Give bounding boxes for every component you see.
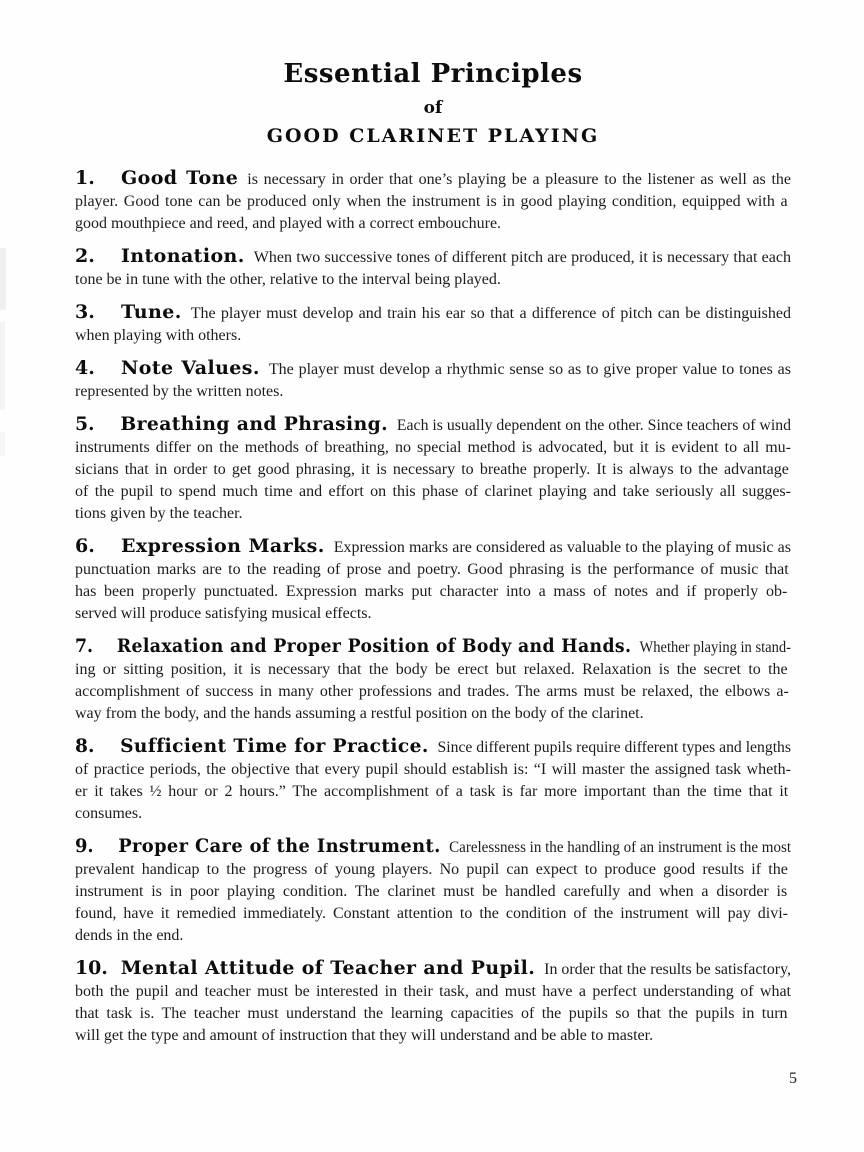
document-content [75,58,791,1057]
principle-item [75,413,791,525]
principle-text-line: represented by the written notes. [75,383,284,400]
principle-number: 6. [75,535,95,557]
principle-lead-text: Since different pupils require different types and lengths [437,739,791,756]
principle-text-line: instruments differ on the methods of breathing, no special method is advocated, but it is evident to all mu- [75,439,791,456]
principles-list [75,167,791,1047]
principle-number: 1. [75,167,95,189]
title-connector: of [423,98,443,118]
principle-first-line [75,245,791,269]
principle-first-line [75,357,791,381]
principle-number: 2. [75,245,95,267]
principle-heading: Intonation. [121,245,245,267]
principle-item [75,301,791,347]
principle-text-line: when playing with others. [75,327,242,344]
principle-first-line [75,535,791,559]
principle-text-line: sicians that in order to get good phrasing, it is necessary to breathe properly. It is always to the advantage [75,461,789,478]
principle-heading: Note Values. [121,357,260,379]
principle-lead-text: When two successive tones of different pitch are produced, it is necessary that each [253,249,791,266]
principle-heading: Sufficient Time for Practice. [120,735,429,757]
principle-first-line [75,413,791,437]
principle-item [75,535,791,625]
principle-heading: Good Tone [121,167,239,189]
principle-item [75,635,791,725]
principle-text-line: consumes. [75,805,143,822]
principle-heading: Proper Care of the Instrument. [118,835,441,857]
principle-text-line: punctuation marks are to the reading of prose and poetry. Good phrasing is the performance of music that [75,561,789,578]
principle-text-line: er it takes ½ hour or 2 hours.” The accomplishment of a task is far more important than the time that it [75,783,789,800]
principle-text-line: instrument is in poor playing condition. The clarinet must be handled carefully and when a disorder is [75,883,788,900]
principle-number: 5. [75,413,95,435]
principle-item [75,167,791,235]
principle-first-line [75,835,791,859]
principle-first-line [75,957,791,981]
principle-text-line: tone be in tune with the other, relative to the interval being played. [75,271,501,288]
principle-item [75,957,791,1047]
principle-first-line [75,167,791,191]
principle-lead-text: Whether playing in stand- [639,639,791,656]
document-subtitle: GOOD CLARINET PLAYING [266,125,600,147]
principle-text-line: way from the body, and the hands assuming a restful position on the body of the clarinet. [75,705,644,722]
principle-heading: Mental Attitude of Teacher and Pupil. [120,957,536,979]
principle-heading: Relaxation and Proper Position of Body and Hands. [116,635,632,657]
scan-artifact [0,248,6,310]
principle-heading: Tune. [121,301,182,323]
principle-text-line: player. Good tone can be produced only when the instrument is in good playing condition, equipped with a [75,193,788,210]
principle-first-line [75,735,791,759]
principle-number: 7. [75,635,94,657]
principle-text-line: good mouthpiece and reed, and played with a correct embouchure. [75,215,502,232]
principle-lead-text: The player must develop and train his ear so that a difference of pitch can be distinguished [190,305,791,322]
principle-text-line: that task is. The teacher must understand the learning capacities of the pupils so that the pupils in turn [75,1005,788,1022]
principle-text-line: has been properly punctuated. Expression marks put character into a mass of notes and if properly ob- [75,583,788,600]
principle-lead-text: Expression marks are considered as valuable to the playing of music as [333,539,792,556]
principle-lead-text: In order that the results be satisfactory, [544,961,791,978]
principle-heading: Expression Marks. [121,535,325,557]
principle-text-line: will get the type and amount of instruction that they will understand and be able to master. [75,1027,654,1044]
principle-item [75,245,791,291]
page-number: 5 [789,1070,797,1087]
scan-artifact [0,432,5,456]
principle-text-line: both the pupil and teacher must be interested in their task, and must have a perfect understanding of what [75,983,791,1000]
principle-text-line: of practice periods, the objective that every pupil should establish is: “I will master the assigned task wheth- [75,761,791,778]
principle-text-line: found, have it remedied immediately. Constant attention to the condition of the instrument will pay divi- [75,905,788,922]
document-title: Essential Principles [283,59,583,89]
principle-text-line: of the pupil to spend much time and effort on this phase of clarinet playing and take seriously all sugges- [75,483,791,500]
principle-lead-text: is necessary in order that one’s playing be a pleasure to the listener as well as the [247,171,791,188]
principle-first-line [75,635,791,659]
principle-text-line: prevalent handicap to the progress of young players. No pupil can expect to produce good results if the [75,861,788,878]
principle-number: 4. [75,357,95,379]
principle-number: 3. [75,301,95,323]
principle-item [75,357,791,403]
principle-text-line: served will produce satisfying musical effects. [75,605,372,622]
principle-number: 9. [75,835,94,857]
principle-lead-text: The player must develop a rhythmic sense so as to give proper value to tones as [268,361,792,378]
principle-text-line: tions given by the teacher. [75,505,243,522]
principle-text-line: accomplishment of success in many other professions and trades. The arms must be relaxed, the elbows a- [75,683,789,700]
principle-item [75,835,791,947]
principle-item [75,735,791,825]
principle-number: 10. [75,957,108,979]
principle-number: 8. [75,735,95,757]
principle-text-line: dends in the end. [75,927,184,944]
scan-artifact [0,322,5,410]
principle-text-line: ing or sitting position, it is necessary that the body be erect but relaxed. Relaxation is the secret to the [75,661,788,678]
principle-lead-text: Carelessness in the handling of an instrument is the most [449,839,791,856]
principle-heading: Breathing and Phrasing. [120,413,389,435]
principle-first-line [75,301,791,325]
principle-lead-text: Each is usually dependent on the other. Since teachers of wind [396,417,791,434]
